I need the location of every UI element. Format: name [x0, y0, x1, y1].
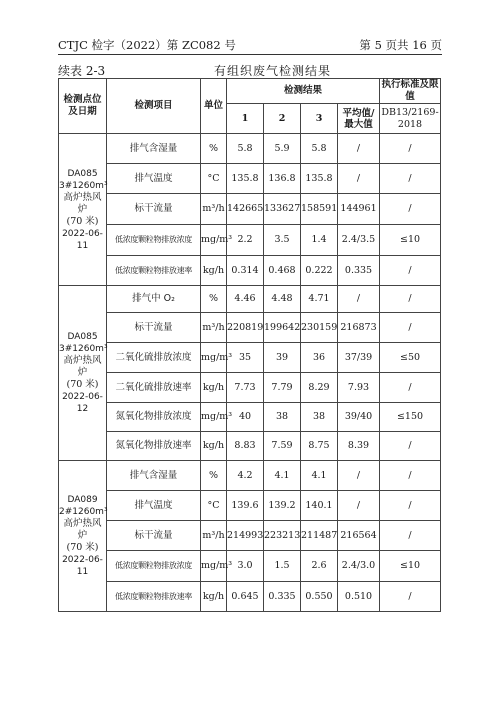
limit-cell: / — [380, 432, 441, 461]
result-3-cell: 135.8 — [301, 164, 338, 194]
average-cell: 216873 — [338, 313, 380, 343]
average-cell: 0.510 — [338, 582, 380, 612]
report-number: CTJC 检字（2022）第 ZC082 号 — [58, 38, 236, 52]
sampling-point-cell — [59, 134, 107, 286]
result-3-cell: 1.4 — [301, 225, 338, 256]
col-header-item: 检测项目 — [107, 79, 201, 134]
average-cell: / — [338, 134, 380, 164]
result-2-cell: 1.5 — [264, 551, 301, 582]
item-cell: 排气中 O₂ — [107, 286, 201, 313]
item-cell: 氮氧化物排放速率 — [107, 432, 201, 461]
point-id: DA085 — [67, 332, 98, 342]
unit-cell: mg/m³ — [201, 343, 227, 373]
result-1-cell: 4.46 — [227, 286, 264, 313]
result-2-cell: 0.335 — [264, 582, 301, 612]
result-3-cell: 0.222 — [301, 256, 338, 286]
average-cell: 0.335 — [338, 256, 380, 286]
result-2-cell: 4.1 — [264, 461, 301, 491]
result-1-cell: 0.645 — [227, 582, 264, 612]
average-cell: 216564 — [338, 521, 380, 551]
item-cell: 低浓度颗粒物排放浓度 — [107, 551, 201, 582]
result-3-cell: 4.71 — [301, 286, 338, 313]
item-cell: 排气含湿量 — [107, 134, 201, 164]
result-3-cell: 2.6 — [301, 551, 338, 582]
average-cell: / — [338, 461, 380, 491]
limit-cell: / — [380, 256, 441, 286]
average-cell: 2.4/3.5 — [338, 225, 380, 256]
result-1-cell: 0.314 — [227, 256, 264, 286]
limit-cell: / — [380, 286, 441, 313]
point-id: DA089 — [67, 495, 98, 505]
table-row — [59, 521, 441, 551]
table-row — [59, 432, 441, 461]
item-cell: 标干流量 — [107, 313, 201, 343]
item-cell: 排气含湿量 — [107, 461, 201, 491]
col-header-run-2: 2 — [264, 104, 301, 134]
limit-cell: / — [380, 164, 441, 194]
result-2-cell: 223213 — [264, 521, 301, 551]
table-row — [59, 491, 441, 521]
limit-cell: / — [380, 373, 441, 403]
page-header — [58, 36, 442, 55]
result-3-cell: 38 — [301, 403, 338, 432]
sampling-date: 2022-06-12 — [62, 392, 103, 414]
limit-cell: ≤150 — [380, 403, 441, 432]
result-2-cell: 3.5 — [264, 225, 301, 256]
col-header-run-3: 3 — [301, 104, 338, 134]
unit-cell: kg/h — [201, 373, 227, 403]
col-header-unit: 单位 — [201, 79, 227, 134]
table-row — [59, 582, 441, 612]
unit-cell: m³/h — [201, 194, 227, 225]
result-1-cell: 5.8 — [227, 134, 264, 164]
table-row — [59, 373, 441, 403]
table-row — [59, 551, 441, 582]
result-2-cell: 7.59 — [264, 432, 301, 461]
furnace-name: 3#1260m³ — [59, 180, 108, 191]
result-2-cell: 139.2 — [264, 491, 301, 521]
result-3-cell: 158591 — [301, 194, 338, 225]
standard-code: DB13/2169-2018 — [380, 104, 441, 134]
table-row — [59, 403, 441, 432]
col-header-average: 平均值/最大值 — [338, 104, 380, 134]
table-row — [59, 225, 441, 256]
limit-cell: / — [380, 521, 441, 551]
sampling-date: 2022-06-11 — [62, 555, 103, 577]
page-number: 第 5 页共 16 页 — [359, 38, 442, 52]
stack-height: (70 米) — [66, 542, 99, 553]
result-3-cell: 140.1 — [301, 491, 338, 521]
result-1-cell: 4.2 — [227, 461, 264, 491]
average-cell: 7.93 — [338, 373, 380, 403]
average-cell: / — [338, 164, 380, 194]
item-cell: 氮氧化物排放浓度 — [107, 403, 201, 432]
unit-cell: % — [201, 134, 227, 164]
sampling-point-cell — [59, 461, 107, 612]
item-cell: 二氧化硫排放浓度 — [107, 343, 201, 373]
col-header-results: 检测结果 — [227, 79, 380, 104]
stack-height: (70 米) — [66, 215, 99, 227]
limit-cell: / — [380, 461, 441, 491]
result-3-cell: 8.29 — [301, 373, 338, 403]
unit-cell: kg/h — [201, 432, 227, 461]
result-3-cell: 36 — [301, 343, 338, 373]
furnace-name: 3#1260m³ — [59, 344, 108, 354]
unit-cell: % — [201, 461, 227, 491]
unit-cell: °C — [201, 164, 227, 194]
point-description: 高炉热风炉 — [63, 191, 102, 215]
average-cell: / — [338, 286, 380, 313]
table-row — [59, 164, 441, 194]
limit-cell: / — [380, 582, 441, 612]
limit-cell: / — [380, 313, 441, 343]
item-cell: 低浓度颗粒物排放浓度 — [107, 225, 201, 256]
result-1-cell: 139.6 — [227, 491, 264, 521]
result-3-cell: 8.75 — [301, 432, 338, 461]
result-2-cell: 38 — [264, 403, 301, 432]
result-2-cell: 5.9 — [264, 134, 301, 164]
limit-cell: ≤10 — [380, 225, 441, 256]
results-table-body — [59, 79, 441, 612]
result-3-cell: 211487 — [301, 521, 338, 551]
unit-cell: mg/m³ — [201, 551, 227, 582]
result-2-cell: 0.468 — [264, 256, 301, 286]
average-cell: 8.39 — [338, 432, 380, 461]
result-1-cell: 7.73 — [227, 373, 264, 403]
result-2-cell: 4.48 — [264, 286, 301, 313]
table-row — [59, 256, 441, 286]
result-2-cell: 199642 — [264, 313, 301, 343]
table-row — [59, 286, 441, 313]
result-3-cell: 4.1 — [301, 461, 338, 491]
limit-cell: / — [380, 134, 441, 164]
unit-cell: mg/m³ — [201, 225, 227, 256]
item-cell: 低浓度颗粒物排放速率 — [107, 582, 201, 612]
result-1-cell: 3.0 — [227, 551, 264, 582]
table-caption — [58, 62, 442, 78]
item-cell: 低浓度颗粒物排放速率 — [107, 256, 201, 286]
result-1-cell: 214993 — [227, 521, 264, 551]
item-cell: 排气温度 — [107, 491, 201, 521]
sampling-point-cell — [59, 286, 107, 461]
item-cell: 标干流量 — [107, 521, 201, 551]
unit-cell: % — [201, 286, 227, 313]
result-1-cell: 40 — [227, 403, 264, 432]
col-header-run-1: 1 — [227, 104, 264, 134]
col-header-point: 检测点位及日期 — [59, 79, 107, 134]
limit-cell: ≤50 — [380, 343, 441, 373]
result-2-cell: 39 — [264, 343, 301, 373]
average-cell: / — [338, 491, 380, 521]
unit-cell: mg/m³ — [201, 403, 227, 432]
unit-cell: kg/h — [201, 582, 227, 612]
table-row — [59, 343, 441, 373]
table-label: 续表 2-3 — [58, 64, 106, 78]
result-2-cell: 133627 — [264, 194, 301, 225]
results-table — [58, 78, 441, 612]
result-1-cell: 8.83 — [227, 432, 264, 461]
result-1-cell: 135.8 — [227, 164, 264, 194]
result-2-cell: 136.8 — [264, 164, 301, 194]
average-cell: 2.4/3.0 — [338, 551, 380, 582]
col-header-standard: 执行标准及限值 — [381, 79, 439, 102]
average-cell: 144961 — [338, 194, 380, 225]
table-row — [59, 313, 441, 343]
header-row — [59, 79, 441, 104]
result-1-cell: 220819 — [227, 313, 264, 343]
result-3-cell: 5.8 — [301, 134, 338, 164]
result-1-cell: 142665 — [227, 194, 264, 225]
result-1-cell: 35 — [227, 343, 264, 373]
unit-cell: m³/h — [201, 521, 227, 551]
table-row — [59, 461, 441, 491]
furnace-name: 2#1260m³ — [59, 507, 108, 517]
result-1-cell: 2.2 — [227, 225, 264, 256]
table-row — [59, 194, 441, 225]
table-row — [59, 134, 441, 164]
point-description: 高炉热风炉 — [63, 355, 102, 378]
limit-cell: ≤10 — [380, 551, 441, 582]
limit-cell: / — [380, 491, 441, 521]
average-cell: 37/39 — [338, 343, 380, 373]
result-2-cell: 7.79 — [264, 373, 301, 403]
unit-cell: m³/h — [201, 313, 227, 343]
table-title: 有组织废气检测结果 — [214, 64, 332, 78]
sampling-date: 2022-06-11 — [62, 228, 103, 251]
average-cell: 39/40 — [338, 403, 380, 432]
item-cell: 二氧化硫排放速率 — [107, 373, 201, 403]
point-id: DA085 — [67, 168, 98, 179]
item-cell: 标干流量 — [107, 194, 201, 225]
point-description: 高炉热风炉 — [63, 518, 102, 541]
item-cell: 排气温度 — [107, 164, 201, 194]
unit-cell: °C — [201, 491, 227, 521]
stack-height: (70 米) — [66, 379, 99, 390]
result-3-cell: 0.550 — [301, 582, 338, 612]
result-3-cell: 230159 — [301, 313, 338, 343]
unit-cell: kg/h — [201, 256, 227, 286]
limit-cell: / — [380, 194, 441, 225]
